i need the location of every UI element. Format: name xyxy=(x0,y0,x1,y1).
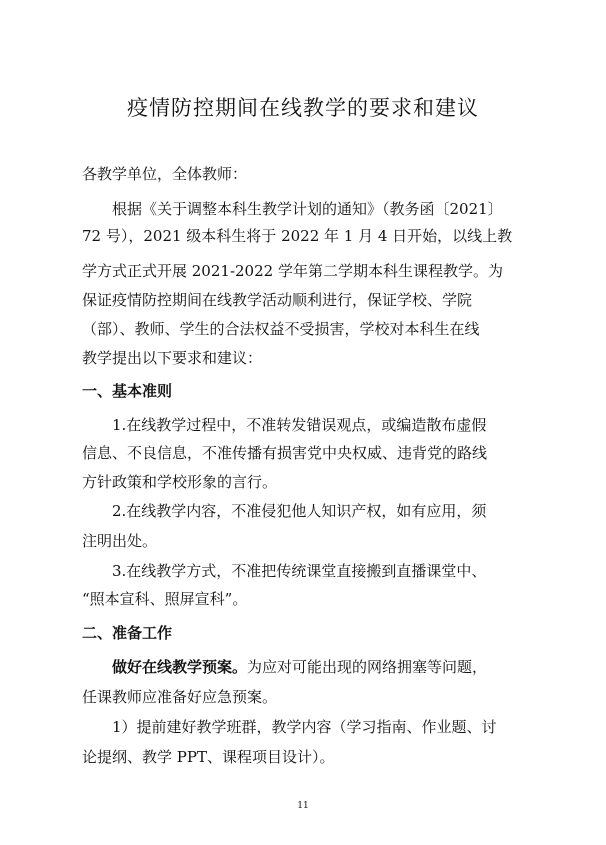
page-number: 11 xyxy=(297,801,309,811)
section-1-line-7: “照本宣科、照屏宣科”。 xyxy=(82,590,248,608)
section-2-lead xyxy=(112,656,562,677)
section-1-line-1: 1.在线教学过程中，不准转发错误观点，或编造散布虚假 xyxy=(112,416,487,434)
section-1-heading: 一、基本准则 xyxy=(82,382,173,400)
section-1-line-3: 方针政策和学校形象的言行。 xyxy=(82,473,278,491)
section-1-line-6: 3.在线教学方式，不准把传统课堂直接搬到直播课堂中、 xyxy=(112,562,487,580)
salutation: 各教学单位，全体教师： xyxy=(82,165,248,183)
section-1-line-4: 2.在线教学内容，不准侵犯他人知识产权，如有应用，须 xyxy=(112,502,487,520)
intro-line-1: 根据《关于调整本科生教学计划的通知》（教务函〔2021〕 xyxy=(112,200,503,218)
intro-line-6: 教学提出以下要求和建议： xyxy=(82,349,263,367)
section-2-heading: 二、准备工作 xyxy=(82,624,173,642)
section-2-line-2: 1）提前建好教学班群，教学内容（学习指南、作业题、讨 xyxy=(112,718,497,736)
intro-line-2: 72 号），2021 级本科生将于 2022 年 1 月 4 日开始，以线上教 xyxy=(82,227,513,245)
section-2-line-3: 论提纲、教学 PPT、课程项目设计）。 xyxy=(82,748,335,766)
document-title: 疫情防控期间在线教学的要求和建议 xyxy=(127,96,479,120)
section-1-line-5: 注明出处。 xyxy=(82,532,158,550)
intro-line-5: （部）、教师、学生的合法权益不受损害，学校对本科生在线 xyxy=(82,320,480,338)
section-2-bold-lead: 做好在线教学预案。 xyxy=(112,658,248,676)
intro-line-3: 学方式正式开展 2021-2022 学年第二学期本科生课程教学。为 xyxy=(82,262,503,280)
intro-line-4: 保证疫情防控期间在线教学活动顺利进行，保证学校、学院 xyxy=(82,291,473,309)
section-2-lead-rest: 为应对可能出现的网络拥塞等问题， xyxy=(247,658,488,676)
section-2-line-1: 任课教师应准备好应急预案。 xyxy=(82,688,278,706)
section-1-line-2: 信息、不良信息，不准传播有损害党中央权威、违背党的路线 xyxy=(82,444,488,462)
